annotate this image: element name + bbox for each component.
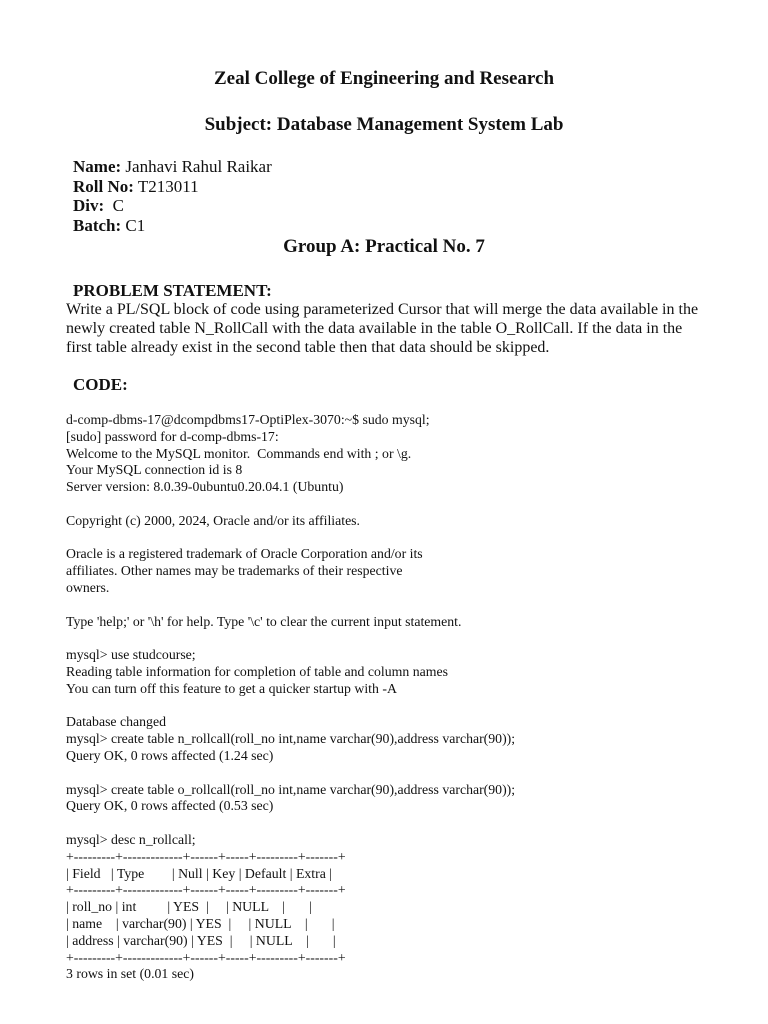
code-line: Your MySQL connection id is 8 <box>66 462 243 478</box>
student-roll <box>73 177 199 197</box>
code-line: +---------+-------------+------+-----+---------+-------+ <box>66 882 346 898</box>
code-line: mysql> use studcourse; <box>66 647 196 663</box>
batch-value: C1 <box>121 216 146 235</box>
code-line <box>66 698 515 715</box>
code-line: | name | varchar(90) | YES | | NULL | | <box>66 915 335 931</box>
code-line: Database changed <box>66 714 166 730</box>
code-line: [sudo] password for d-comp-dbms-17: <box>66 428 279 444</box>
subject-title: Subject: Database Management System Lab <box>204 114 564 135</box>
code-line: Query OK, 0 rows affected (1.24 sec) <box>66 747 274 763</box>
code-line: | roll_no | int | YES | | NULL | | <box>66 899 312 915</box>
code-line: owners. <box>66 579 110 595</box>
code-heading: CODE: <box>73 375 128 394</box>
student-name <box>73 157 272 177</box>
name-label: Name: <box>73 157 122 176</box>
problem-text: Write a PL/SQL block of code using parameterized Cursor that will merge the data available in the newly created table N_RollCall with the data available in the table O_RollCall. If the data in the first table already exist in the second table then that data should be skipped. <box>66 301 699 356</box>
code-line: d-comp-dbms-17@dcompdbms17-OptiPlex-3070:~$ sudo mysql; <box>66 412 430 427</box>
code-line: | address | varchar(90) | YES | | NULL | | <box>66 932 336 948</box>
roll-label: Roll No: <box>73 177 134 196</box>
code-line: You can turn off this feature to get a quicker startup with -A <box>66 680 397 696</box>
code-line <box>66 630 515 647</box>
student-div <box>73 196 124 216</box>
div-value: C <box>104 196 125 215</box>
code-line: mysql> create table o_rollcall(roll_no int,name varchar(90),address varchar(90)); <box>66 781 516 797</box>
code-line: Type 'help;' or '\h' for help. Type '\c' to clear the current input statement. <box>66 613 462 629</box>
college-title: Zeal College of Engineering and Research <box>213 68 555 89</box>
student-batch <box>73 216 145 236</box>
code-line: | Field | Type | Null | Key | Default | Extra | <box>66 865 333 881</box>
code-line: Server version: 8.0.39-0ubuntu0.20.04.1 (Ubuntu) <box>66 479 344 495</box>
problem-heading: PROBLEM STATEMENT: <box>73 281 272 300</box>
practical-title: Group A: Practical No. 7 <box>283 236 485 257</box>
code-line: Copyright (c) 2000, 2024, Oracle and/or its affiliates. <box>66 512 361 528</box>
code-line: Oracle is a registered trademark of Oracle Corporation and/or its <box>66 546 423 562</box>
code-line: Welcome to the MySQL monitor. Commands end with ; or \g. <box>66 445 412 461</box>
code-line: Query OK, 0 rows affected (0.53 sec) <box>66 798 274 814</box>
code-line: mysql> desc n_rollcall; <box>66 831 196 847</box>
div-label: Div: <box>73 196 105 215</box>
code-line <box>66 530 515 547</box>
code-line: +---------+-------------+------+-----+---------+-------+ <box>66 848 346 864</box>
code-line <box>66 496 515 513</box>
code-line: affiliates. Other names may be trademarks of their respective <box>66 563 403 579</box>
code-line: 3 rows in set (0.01 sec) <box>66 966 194 982</box>
code-line: Reading table information for completion of table and column names <box>66 663 448 679</box>
code-line <box>66 815 515 832</box>
code-line <box>66 765 515 782</box>
roll-value: T213011 <box>133 177 199 196</box>
batch-label: Batch: <box>73 216 122 235</box>
code-line <box>66 597 515 614</box>
code-line: mysql> create table n_rollcall(roll_no int,name varchar(90),address varchar(90)); <box>66 731 516 747</box>
name-value: Janhavi Rahul Raikar <box>121 157 272 176</box>
code-block <box>66 412 515 983</box>
code-line: +---------+-------------+------+-----+---------+-------+ <box>66 949 346 965</box>
